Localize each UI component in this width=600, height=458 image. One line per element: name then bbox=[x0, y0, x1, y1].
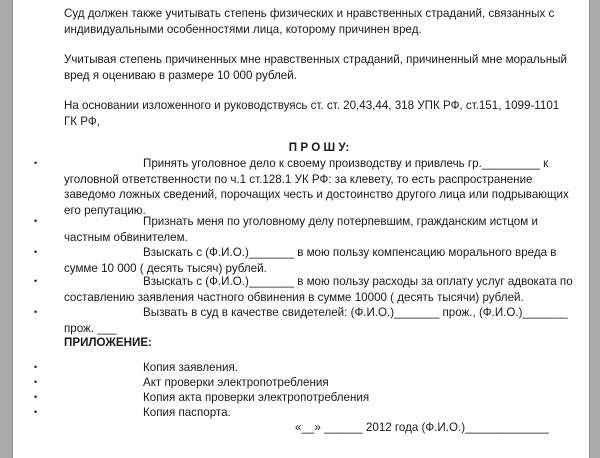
paragraph-legal-basis: На основании изложенного и руководствуясь ст. ст. 20,43,44, 318 УПК РФ, ст.151, 1099-1101 ГК РФ, bbox=[64, 99, 560, 128]
request-item-2: Признать меня по уголовному делу потерпевшим, гражданским истцом и частным обвинителем. bbox=[64, 215, 538, 244]
attachment-item-3: Копия акта проверки электропотребления bbox=[143, 391, 370, 404]
bullet-icon: • bbox=[34, 247, 38, 257]
signature-date-line: «__» ______ 2012 года (Ф.И.О.)_____________ bbox=[295, 421, 549, 434]
request-item-1: Принять уголовное дело к своему производству и привлечь гр._________ к уголовной ответственности по ч.1 ст.128.1 УК РФ: за клевету, то есть распространение заведомо ложных сведений, порочащих честь и достоинство другого лица или подрывающих его репутацию. bbox=[64, 157, 569, 217]
bullet-icon: • bbox=[34, 362, 38, 372]
document-page bbox=[12, 0, 590, 458]
request-item-4: Взыскать с (Ф.И.О.)_______ в мою пользу расходы за оплату услуг адвоката по составлению заявления частного обвинения в сумме 10000 ( десять тысячи) рублей. bbox=[64, 275, 573, 304]
bullet-icon: • bbox=[34, 392, 38, 402]
bullet-icon: • bbox=[34, 407, 38, 417]
request-item-5: Вызвать в суд в качестве свидетелей: (Ф.И.О.)_______ прож., (Ф.И.О.)_______ прож. ___ bbox=[64, 306, 568, 335]
bullet-icon: • bbox=[34, 377, 38, 387]
request-item-3: Взыскать с (Ф.И.О.)_______ в мою пользу компенсацию морального вреда в сумме 10 000 ( десять тысяч) рублей. bbox=[64, 246, 557, 275]
paragraph-damage-estimate: Учитывая степень причиненных мне нравственных страданий, причиненный мне моральный вред я оцениваю в размере 10 000 рублей. bbox=[64, 53, 567, 82]
attachment-item-2: Акт проверки электропотребления bbox=[143, 376, 329, 389]
bullet-icon: • bbox=[34, 216, 38, 226]
attachment-item-4: Копия паспорта. bbox=[143, 406, 231, 419]
attachment-item-1: Копия заявления. bbox=[143, 361, 238, 374]
paragraph-moral-suffering: Суд должен также учитывать степень физических и нравственных страданий, связанных с индивидуальными особенностями лица, которому причинен вред. bbox=[64, 7, 555, 36]
request-heading: П Р О Ш У: bbox=[288, 141, 350, 154]
bullet-icon: • bbox=[34, 276, 38, 286]
attachments-heading: ПРИЛОЖЕНИЕ: bbox=[64, 336, 152, 349]
bullet-icon: • bbox=[34, 307, 38, 317]
bullet-icon: • bbox=[34, 158, 38, 168]
